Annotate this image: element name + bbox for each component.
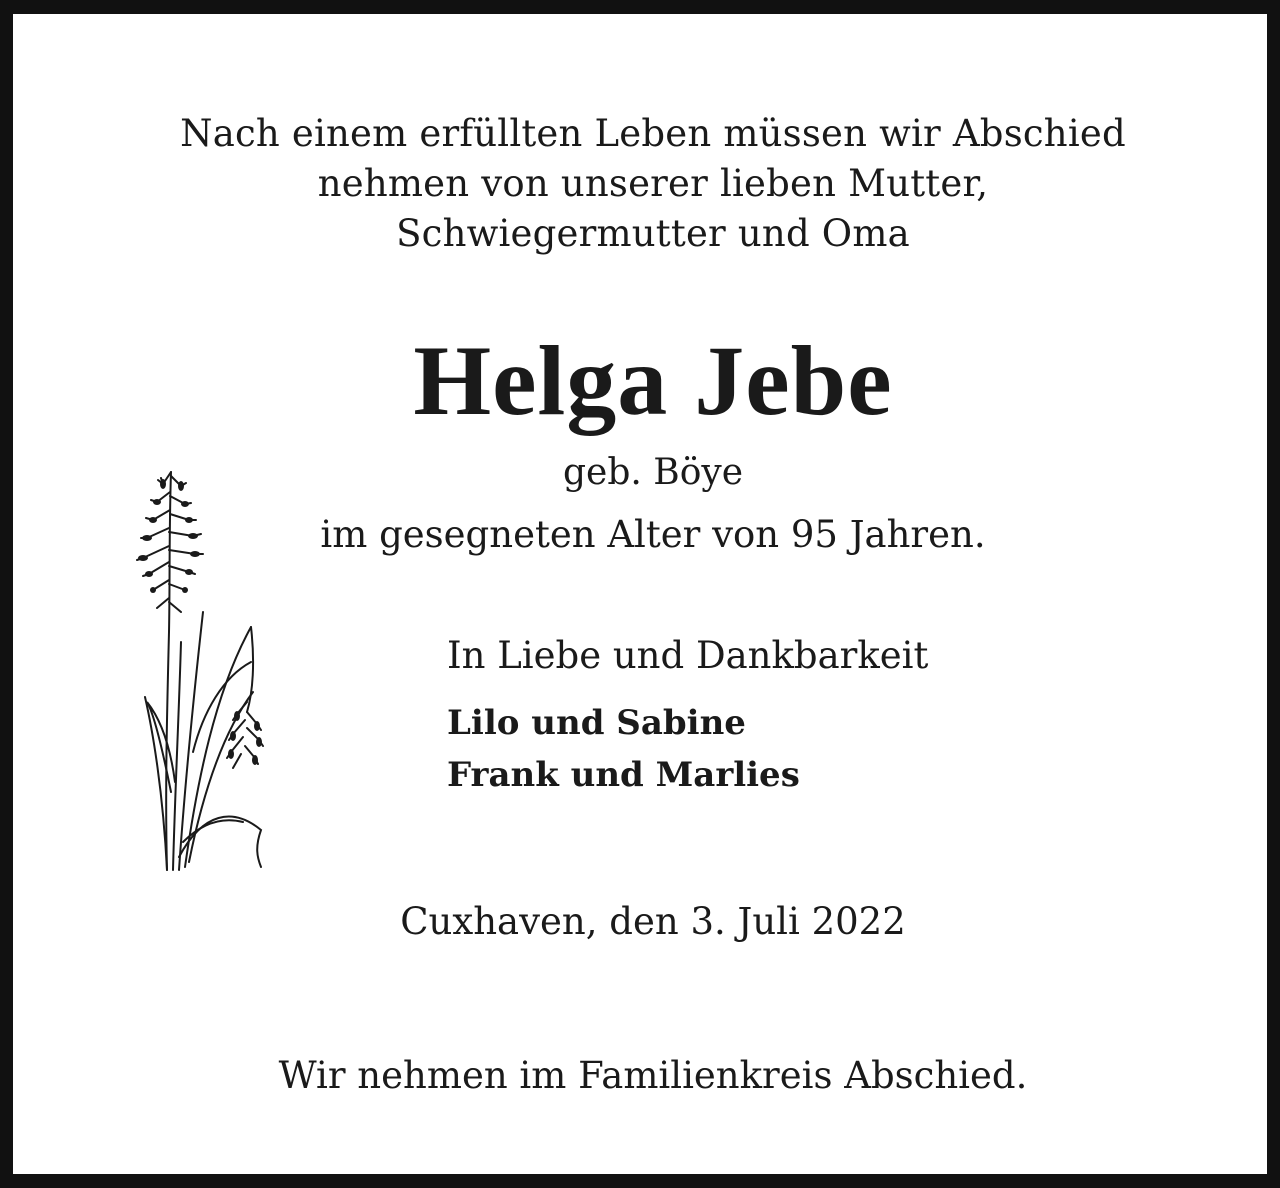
mourner-2: Frank und Marlies <box>447 755 800 795</box>
mourner-1: Lilo und Sabine <box>447 703 746 743</box>
intro-line-2: nehmen von unserer lieben Mutter, <box>317 162 989 205</box>
intro-text <box>13 109 1280 259</box>
intro-line-3: Schwiegermutter und Oma <box>396 212 910 255</box>
grass-illustration-icon <box>123 462 273 877</box>
closing-line: Wir nehmen im Familienkreis Abschied. <box>278 1054 1028 1097</box>
deceased-name: Helga Jebe <box>413 325 893 436</box>
age-line: im gesegneten Alter von 95 Jahren. <box>320 513 986 556</box>
intro-line-1: Nach einem erfüllten Leben müssen wir Abschied <box>180 112 1126 155</box>
place-date: Cuxhaven, den 3. Juli 2022 <box>400 900 906 943</box>
maiden-name: geb. Böye <box>562 452 744 493</box>
thanks-line: In Liebe und Dankbarkeit <box>447 634 929 677</box>
